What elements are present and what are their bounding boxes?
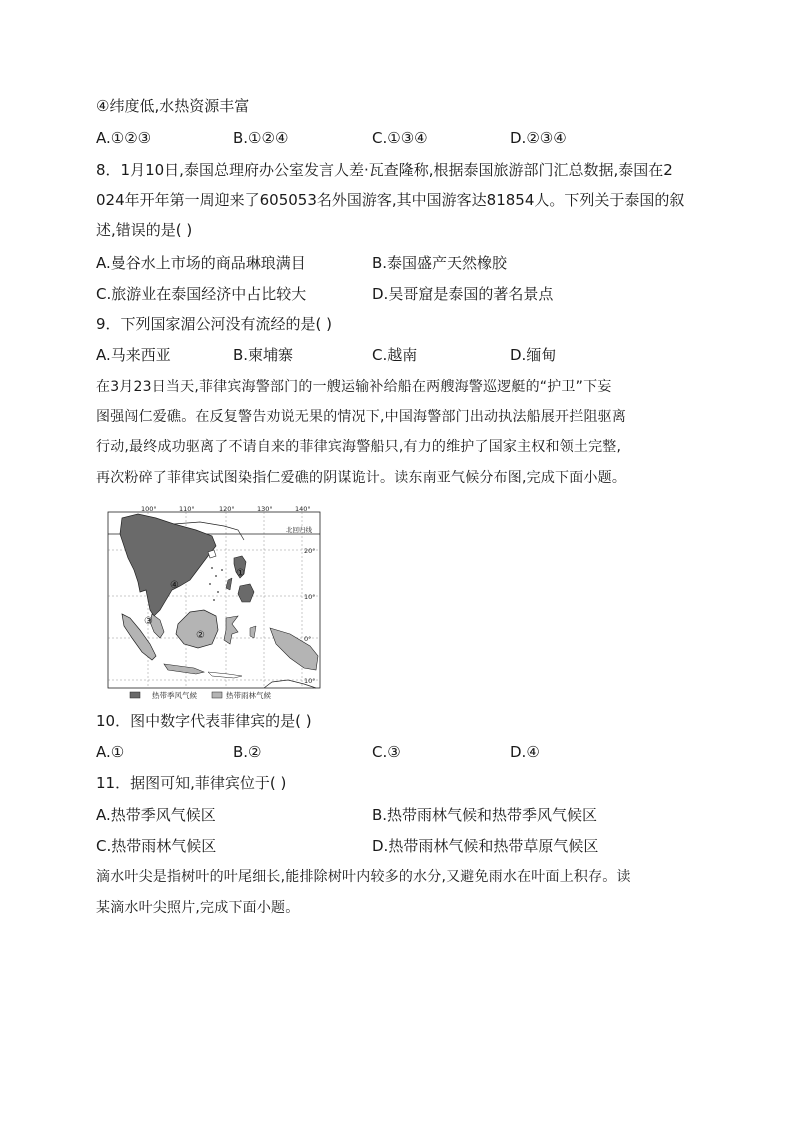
southeast-asia-climate-map <box>104 506 326 702</box>
legend-swatch-rainforest <box>212 692 222 698</box>
q11-option-c: C.热带雨林气候区 <box>96 837 217 855</box>
q9-option-d: D.缅甸 <box>510 346 557 364</box>
lon-label-110: 110° <box>179 506 195 513</box>
q8-stem-line-2: 024年开年第一周迎来了605053名外国游客,其中国游客达81854人。下列关于泰国的叙 <box>96 191 685 209</box>
passage2-line-2: 某滴水叶尖照片,完成下面小题。 <box>96 900 300 916</box>
map-marker-3: ③ <box>144 616 153 627</box>
q8-stem-line-3: 述,错误的是( ) <box>96 221 193 239</box>
passage1-line-3: 行动,最终成功驱离了不请自来的菲律宾海警船只,有力的维护了国家主权和领土完整, <box>96 439 622 455</box>
q10-option-a: A.① <box>96 743 125 761</box>
q11-option-d: D.热带雨林气候和热带草原气候区 <box>372 837 599 855</box>
passage1-line-4: 再次粉碎了菲律宾试图染指仁爱礁的阴谋诡计。读东南亚气候分布图,完成下面小题。 <box>96 470 627 486</box>
legend-label-rainforest: 热带雨林气候 <box>226 691 271 700</box>
lon-label-120: 120° <box>219 506 235 513</box>
q9-option-c: C.越南 <box>372 346 418 364</box>
q11-stem: 11．据图可知,菲律宾位于( ) <box>96 774 287 792</box>
q10-option-d: D.④ <box>510 743 540 761</box>
lat-label-0: 0° <box>304 635 312 643</box>
q10-option-c: C.③ <box>372 743 401 761</box>
lat-label-10n: 10° <box>304 593 316 601</box>
lon-label-140: 140° <box>295 506 311 513</box>
map-marker-4: ④ <box>170 580 179 591</box>
lon-label-130: 130° <box>257 506 273 513</box>
map-marker-1: ① <box>236 568 245 579</box>
q8-option-c: C.旅游业在泰国经济中占比较大 <box>96 285 307 303</box>
lat-label-10s: 10° <box>304 677 316 685</box>
q9-stem: 9．下列国家湄公河没有流经的是( ) <box>96 315 333 333</box>
q7-option-a: A.①②③ <box>96 129 152 147</box>
q11-option-b: B.热带雨林气候和热带季风气候区 <box>372 806 598 824</box>
q10-stem: 10．图中数字代表菲律宾的是( ) <box>96 712 312 730</box>
legend-swatch-monsoon <box>130 692 140 698</box>
q8-option-a: A.曼谷水上市场的商品琳琅满目 <box>96 254 306 272</box>
tropic-label: 北回归线 <box>286 526 312 534</box>
q9-option-a: A.马来西亚 <box>96 346 171 364</box>
q8-option-d: D.吴哥窟是泰国的著名景点 <box>372 285 554 303</box>
q8-option-b: B.泰国盛产天然橡胶 <box>372 254 508 272</box>
q11-option-a: A.热带季风气候区 <box>96 806 216 824</box>
map-marker-2: ② <box>196 630 205 641</box>
q7-option-b: B.①②④ <box>233 129 289 147</box>
passage1-line-1: 在3月23日当天,菲律宾海警部门的一艘运输补给船在两艘海警巡逻艇的“护卫”下妄 <box>96 379 612 395</box>
q9-option-b: B.柬埔寨 <box>233 346 294 364</box>
q10-option-b: B.② <box>233 743 262 761</box>
legend-label-monsoon: 热带季风气候 <box>152 691 197 700</box>
q8-stem-line-1: 8．1月10日,泰国总理府办公室发言人差·瓦查隆称,根据泰国旅游部门汇总数据,泰国在2 <box>96 161 673 179</box>
q7-statement-4: ④纬度低,水热资源丰富 <box>96 97 250 115</box>
q7-option-d: D.②③④ <box>510 129 567 147</box>
lon-label-100: 100° <box>141 506 157 513</box>
lat-label-20n: 20° <box>304 547 316 555</box>
passage1-line-2: 图强闯仁爱礁。在反复警告劝说无果的情况下,中国海警部门出动执法船展开拦阻驱离 <box>96 409 627 425</box>
q7-option-c: C.①③④ <box>372 129 428 147</box>
passage2-line-1: 滴水叶尖是指树叶的叶尾细长,能排除树叶内较多的水分,又避免雨水在叶面上积存。读 <box>96 869 631 885</box>
